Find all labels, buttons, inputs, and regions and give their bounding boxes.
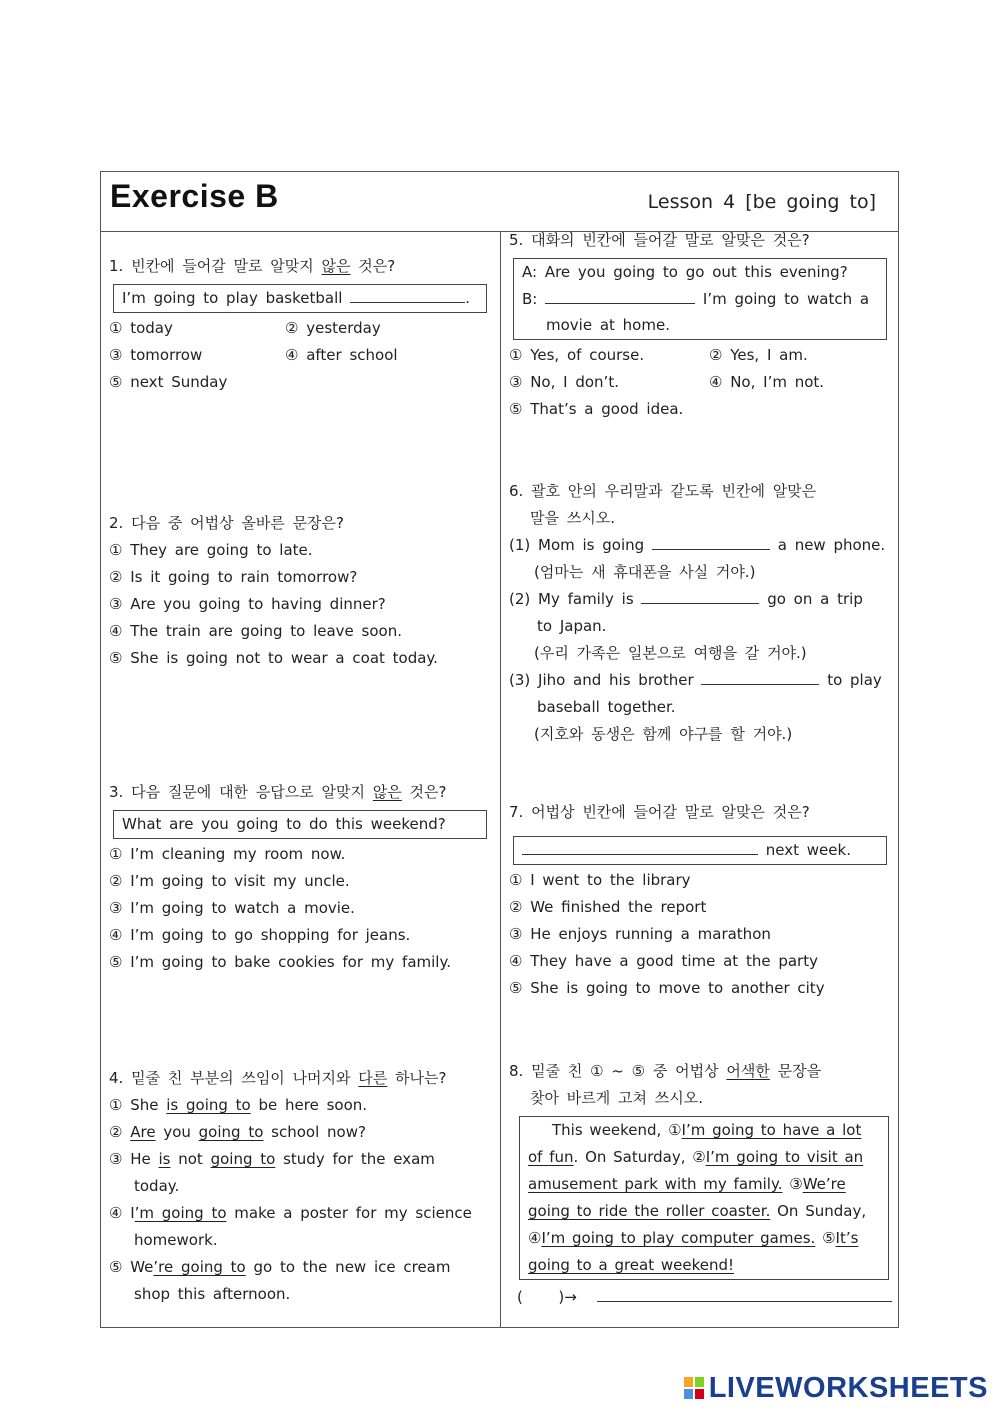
blank[interactable] [350,285,465,303]
question-5-options [509,342,893,423]
question-2-prompt: 2. 다음 중 어법상 올바른 문장은? [109,514,344,532]
question-5 [509,227,893,423]
option[interactable]: ③ He enjoys running a marathon [509,925,771,943]
question-7 [509,799,893,1002]
option[interactable]: ⑤ I’m going to bake cookies for my family. [109,953,451,971]
worksheet-title: Exercise B [110,178,279,214]
option[interactable]: ② I’m going to visit my uncle. [109,872,350,890]
item-3: (3) Jiho and his brother to play [509,667,893,694]
question-7-box: next week. [513,836,887,865]
liveworksheets-logo-text: LIVEWORKSHEETS [708,1371,988,1404]
blank[interactable] [522,837,758,855]
option[interactable]: ④ The train are going to leave soon. [109,622,402,640]
option[interactable]: ⑤ We’re going to go to the new ice cream [109,1258,451,1276]
answer-correction-blank[interactable] [597,1284,892,1302]
question-5-dialogue-box [513,258,887,340]
option[interactable]: ④ They have a good time at the party [509,952,818,970]
option[interactable]: ⑤ next Sunday [109,373,228,391]
question-6-prompt-2: 말을 쓰시오. [530,509,615,527]
option[interactable]: ④ after school [285,346,398,364]
question-5-prompt: 5. 대화의 빈칸에 들어갈 말로 알맞은 것은? [509,231,810,249]
option[interactable]: ③ Are you going to having dinner? [109,595,386,613]
item-1-korean: (엄마는 새 휴대폰을 사실 거야.) [534,563,756,581]
dialogue-line-a: A: Are you going to go out this evening? [522,263,848,281]
question-4-prompt: 4. 밑줄 친 부분의 쓰임이 나머지와 다른 하나는? [109,1069,447,1087]
option-continuation: today. [134,1177,180,1195]
option[interactable]: ③ He is not going to study for the exam [109,1150,435,1168]
question-8-prompt-2: 찾아 바르게 고쳐 쓰시오. [530,1089,703,1107]
option[interactable]: ⑤ She is going to move to another city [509,979,825,997]
logo-square [684,1377,693,1387]
lesson-label: Lesson 4 [be going to] [647,191,876,213]
option-continuation: shop this afternoon. [134,1285,291,1303]
question-8-answer-line: ( )→ [509,1284,893,1311]
question-3 [109,779,493,976]
option[interactable]: ② Is it going to rain tomorrow? [109,568,358,586]
question-8-prompt: 8. 밑줄 친 ① ~ ⑤ 중 어법상 어색한 문장을 [509,1062,822,1080]
option[interactable]: ② We finished the report [509,898,707,916]
question-1-options [109,315,493,396]
option[interactable]: ⑤ That’s a good idea. [509,399,684,418]
answer-blank[interactable] [652,532,770,550]
option[interactable]: ③ No, I don’t. [509,372,619,391]
question-1-prompt: 1. 빈칸에 들어갈 말로 알맞지 않은 것은? [109,257,396,275]
option[interactable]: ① today [109,319,173,337]
option[interactable]: ① She is going to be here soon. [109,1096,368,1114]
question-8 [509,1058,893,1311]
liveworksheets-watermark [683,1373,988,1403]
option[interactable]: ① They are going to late. [109,541,313,559]
question-1 [109,253,493,396]
option[interactable]: ④ No, I’m not. [709,372,825,391]
question-2 [109,510,493,672]
item-3-korean: (지호와 동생은 함께 야구를 할 거야.) [534,725,793,743]
question-8-passage: This weekend, ①I’m going to have a lot of fun. On Saturday, ②I’m going to visit an amusement park with my family. ③We’re going to ride the roller coaster. On Sunday, ④I’m going to play computer games. ⑤It’s going to a great weekend! [519,1116,889,1280]
liveworksheets-logo-icon [683,1376,705,1400]
worksheet-header [101,172,898,232]
question-4 [109,1065,493,1308]
option[interactable]: ③ tomorrow [109,346,203,364]
answer-blank[interactable] [641,586,759,604]
dialogue-line-b: B: I’m going to watch a [522,286,878,313]
question-6-prompt: 6. 괄호 안의 우리말과 같도록 빈칸에 알맞은 [509,482,817,500]
item-1: (1) Mom is going a new phone. [509,532,893,559]
column-divider [500,231,501,1327]
answer-blank[interactable] [701,667,819,685]
option[interactable]: ② Are you going to school now? [109,1123,366,1141]
logo-square [695,1389,704,1399]
option[interactable]: ③ I’m going to watch a movie. [109,899,355,917]
option-continuation: homework. [134,1231,218,1249]
option[interactable]: ④ I’m going to go shopping for jeans. [109,926,411,944]
question-6 [509,478,893,748]
item-2-cont: to Japan. [537,617,607,635]
item-2: (2) My family is go on a trip [509,586,893,613]
blank[interactable] [545,286,695,304]
question-3-prompt: 3. 다음 질문에 대한 응답으로 알맞지 않은 것은? [109,783,447,801]
logo-square [695,1377,704,1387]
question-3-box: What are you going to do this weekend? [113,810,487,839]
option[interactable]: ⑤ She is going not to wear a coat today. [109,649,438,667]
dialogue-line-b-cont: movie at home. [546,316,670,334]
option[interactable]: ④ I’m going to make a poster for my science [109,1204,472,1222]
question-7-prompt: 7. 어법상 빈칸에 들어갈 말로 알맞은 것은? [509,803,810,821]
worksheet [100,171,899,1328]
option[interactable]: ① Yes, of course. [509,345,645,364]
option[interactable]: ② Yes, I am. [709,345,808,364]
item-3-cont: baseball together. [537,698,676,716]
logo-square [684,1389,693,1399]
option[interactable]: ② yesterday [285,319,381,337]
question-1-box: I’m going to play basketball . [113,284,487,313]
option[interactable]: ① I’m cleaning my room now. [109,845,346,863]
option[interactable]: ① I went to the library [509,871,691,889]
item-2-korean: (우리 가족은 일본으로 여행을 갈 거야.) [534,644,807,662]
